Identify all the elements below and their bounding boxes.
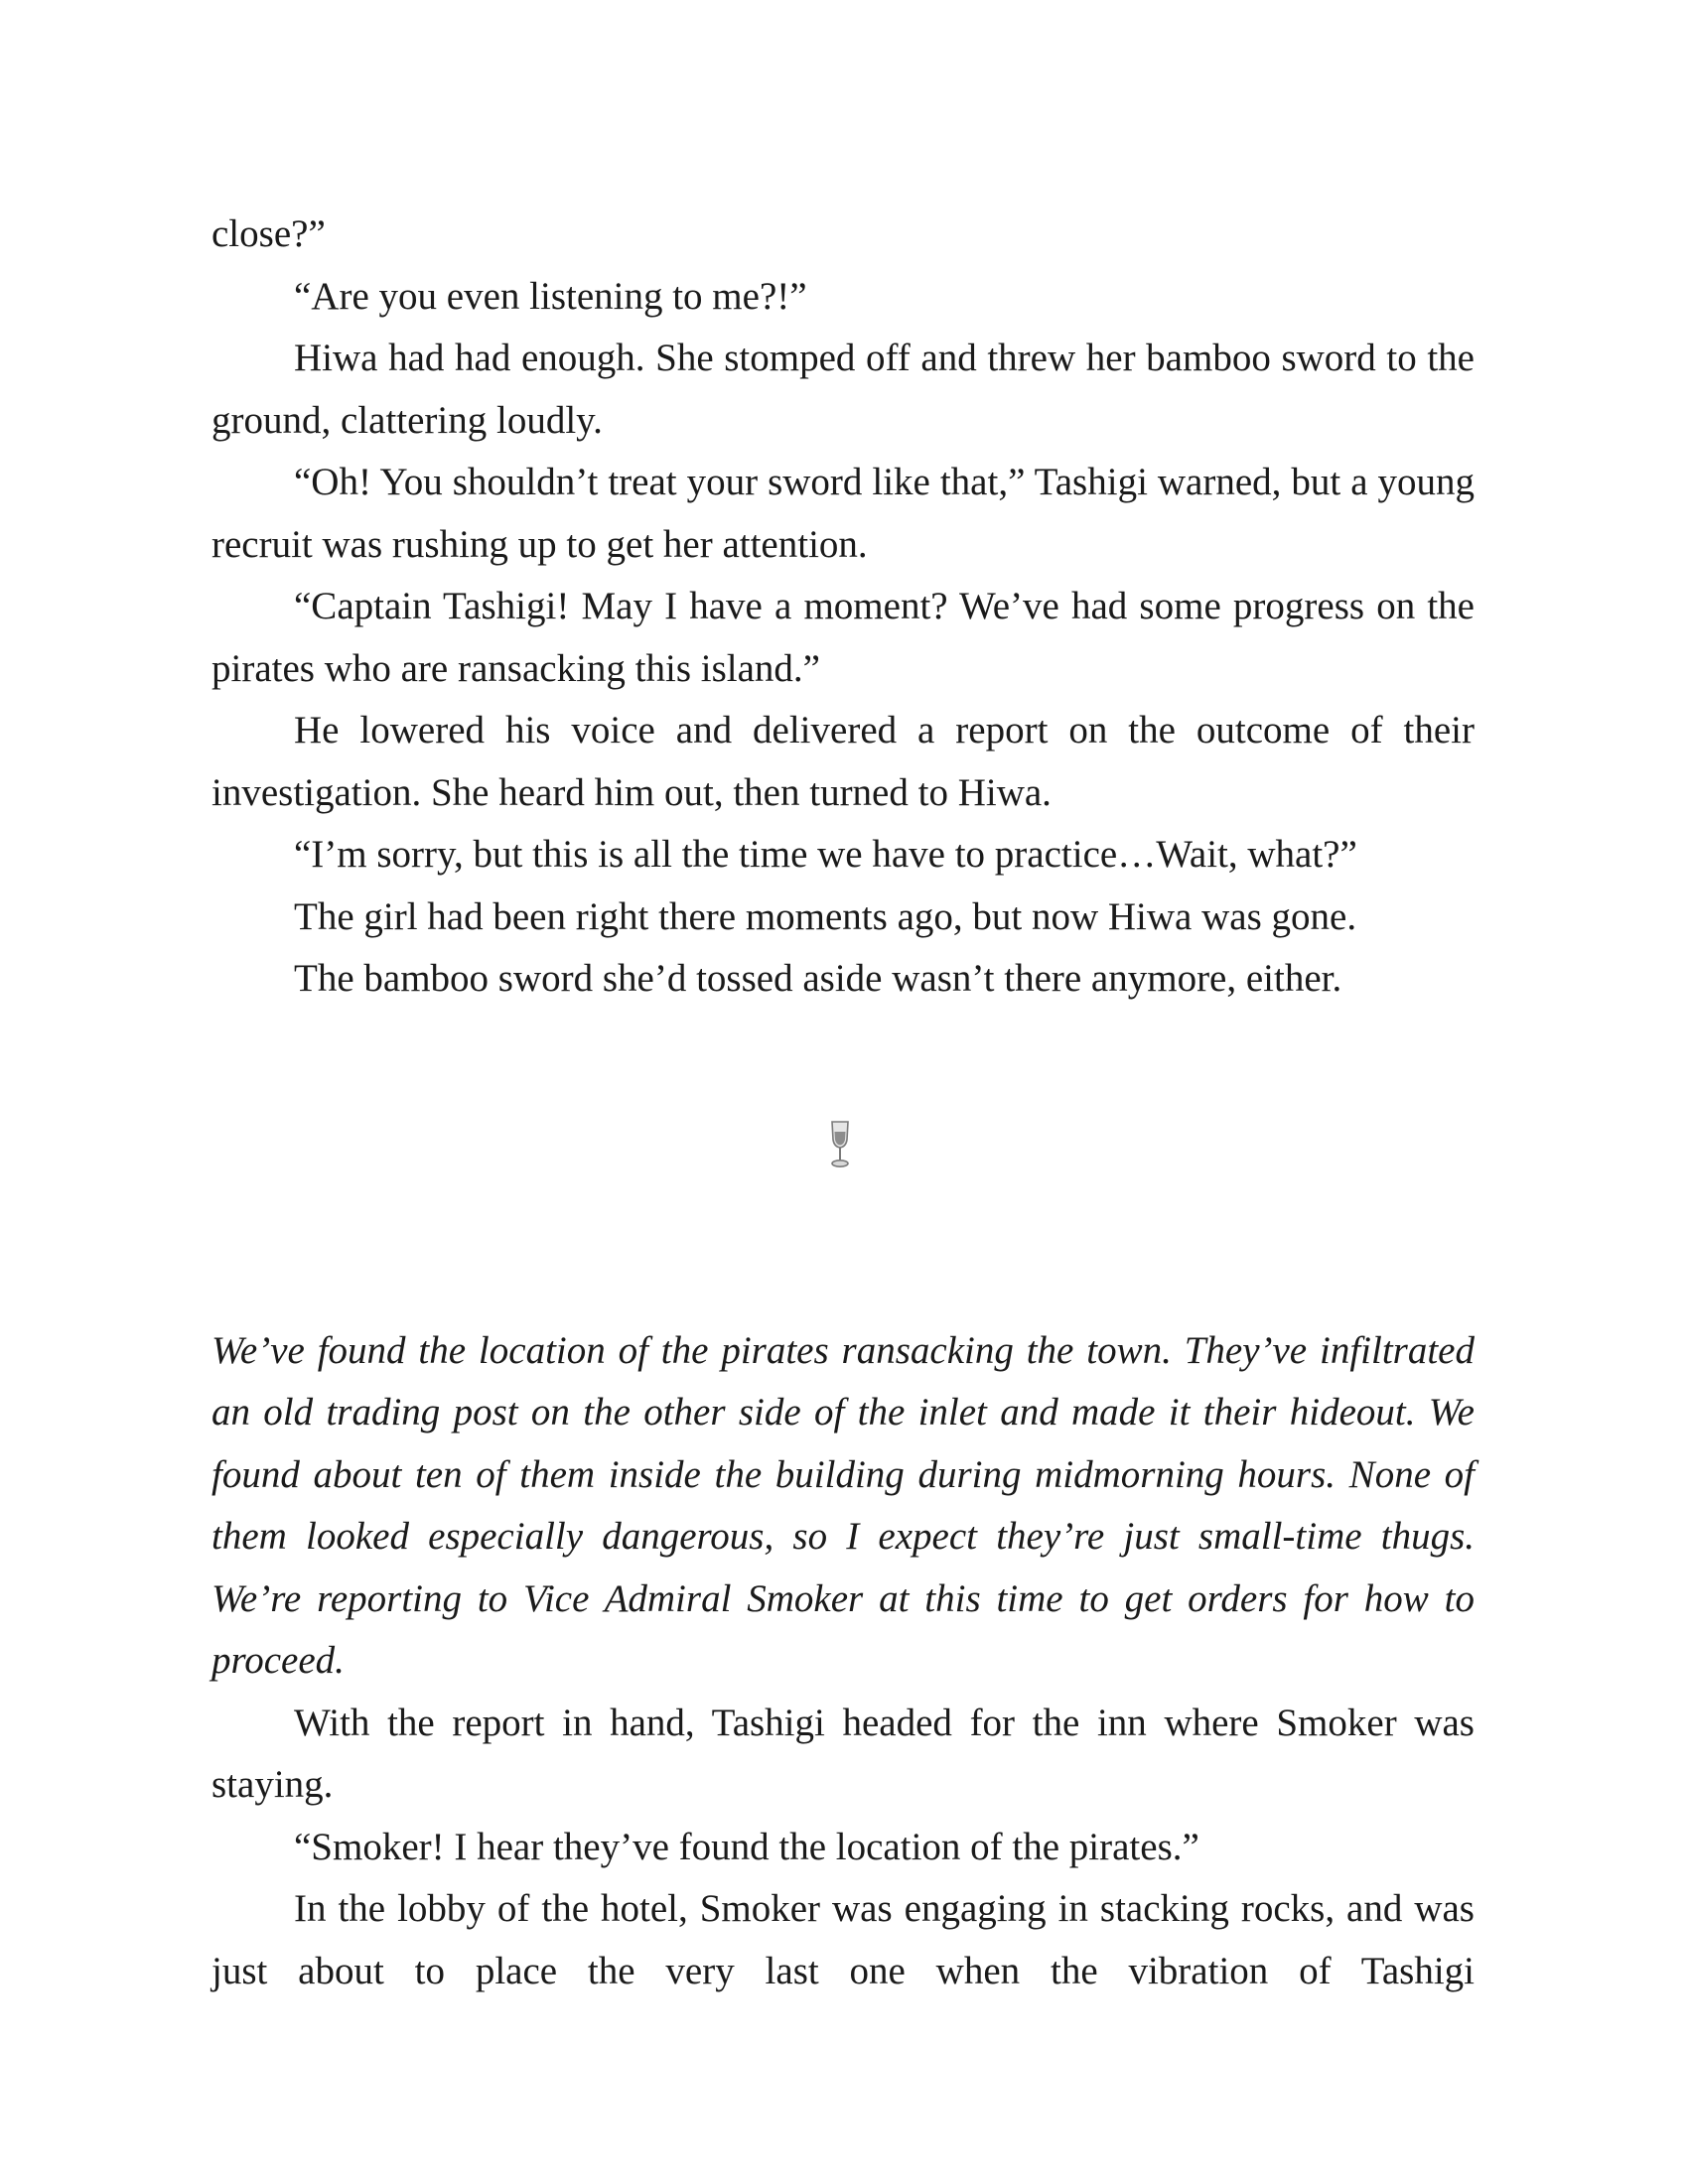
paragraph: “Oh! You shouldn’t treat your sword like that,” Tashigi warned, but a young recruit was rushing up to get her attention. [211,461,1475,566]
paragraph: “Are you even listening to me?!” [294,274,807,318]
paragraph: With the report in hand, Tashigi headed for the inn where Smoker was staying. [211,1701,1475,1806]
paragraph: In the lobby of the hotel, Smoker was engaging in stacking rocks, and was just about to place the very last one when the vibration of Tashigi [211,1887,1475,1992]
report-paragraph: We’ve found the location of the pirates ransacking the town. They’ve infiltrated an old trading post on the other side of the inlet and made it their hideout. We found about ten of them inside the building during midmorning hours. None of them looked especially dangerous, so I expect they’re just small-time thugs. We’re reporting to Vice Admiral Smoker at this time to get orders for how to proceed. [211,1328,1475,1682]
book-page [211,204,1475,2002]
paragraph: He lowered his voice and delivered a report on the outcome of their investigation. She heard him out, then turned to Hiwa. [211,709,1475,814]
section-break [211,1011,1475,1320]
paragraph: The bamboo sword she’d tossed aside wasn’t there anymore, either. [294,957,1342,1000]
paragraph: close?” [211,212,326,255]
paragraph: “Smoker! I hear they’ve found the location of the pirates.” [294,1825,1199,1868]
paragraph: The girl had been right there moments ago, but now Hiwa was gone. [294,894,1357,938]
paragraph: “I’m sorry, but this is all the time we have to practice…Wait, what?” [294,833,1357,876]
goblet-ornament-icon [827,1120,853,1169]
paragraph: Hiwa had had enough. She stomped off and threw her bamboo sword to the ground, clattering loudly. [211,337,1475,442]
paragraph: “Captain Tashigi! May I have a moment? We’ve had some progress on the pirates who are ransacking this island.” [211,585,1475,690]
